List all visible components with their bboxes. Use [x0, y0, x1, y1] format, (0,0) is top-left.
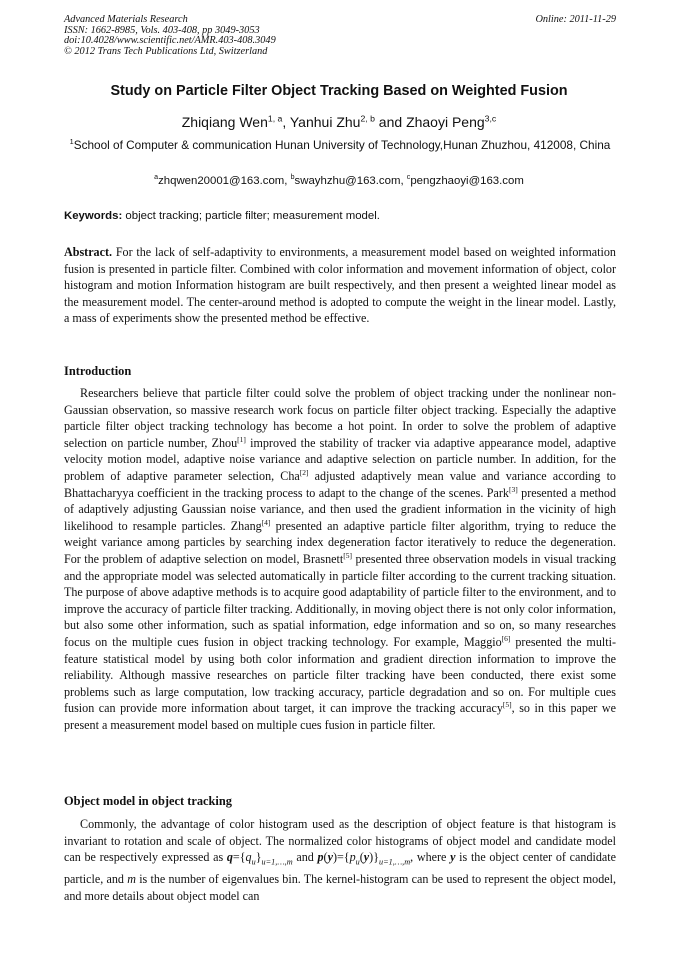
paper-title: Study on Particle Filter Object Tracking Based on Weighted Fusion — [110, 83, 568, 99]
keywords — [64, 209, 616, 224]
keywords-label: Keywords: — [64, 210, 123, 222]
citation-ref[interactable]: [3] — [508, 484, 518, 494]
text-run: and — [292, 850, 318, 865]
text-run: is the number of eigenvalues bin. The kernel-histogram can be used to represent the object model, and more details about object model can — [64, 872, 616, 903]
text-run: presented an adaptive particle filter algorithm, trying to reduce the weight variance among particles by searching index degeneration factor iteratively to reduce the degeneration. For the problem of adaptive selection on model, Brasnett — [64, 518, 616, 566]
citation-ref[interactable]: [6] — [501, 633, 511, 643]
text-run: improved the stability of tracker via adaptive appearance model, adaptive velocity motion model, adaptive noise variance and adaptive selection on particle number. In addition, for the problem of adaptive parameter selection, Cha — [64, 435, 616, 483]
math-subscript: u — [251, 857, 256, 867]
copyright-line: © 2012 Trans Tech Publications Ltd, Switzerland — [64, 45, 268, 57]
text-run: presented three observation models in visual tracking and the appropriate model was selected automatically in particle filter according to the current tracking situation. The purpose of above adaptive methods is to acquire good adaptability of particle filter to the environment, and to improve the accuracy of particle filter tracking. Additionally, in moving object there is not only color information, but also some other information, such as spatial information, edge information and so on, so many researches focus on the multiple cues fusion in object tracking technology. For example, Maggio — [64, 551, 616, 649]
section-heading-object-model: Object model in object tracking — [64, 794, 232, 808]
text-run: ( — [323, 850, 328, 865]
affiliation-text: School of Computer & communication Hunan University of Technology,Hunan Zhuzhou, 412008, China — [73, 138, 611, 152]
math-symbol: m — [127, 872, 136, 887]
math-vector: y — [327, 850, 333, 865]
author-name: Zhaoyi Peng — [406, 114, 485, 130]
text-run: )} — [369, 850, 380, 865]
email-list: $^a$zhqwen20001@163.com, $^b$swayhzhu@163.com, $^c$pengzhaoyi@163.com — [154, 174, 524, 187]
text-run: } — [255, 850, 262, 865]
email-mark: c — [406, 174, 411, 182]
email-mark: b — [290, 174, 295, 182]
math-subscript: u — [355, 857, 360, 867]
text-run: presented the multi-feature statistical model by using both color information and gradient direction information to improve the reliability. Although massive researches on particle filter tracking have been conducted, there exist some problems such as large computation, low tracking accuracy, particle degradation and so on. For multiple cues fusion can provide more information about target, it can improve the tracking accuracy — [64, 634, 616, 716]
issn-line: ISSN: 1662-8985, Vols. 403-408, pp 3049-3053 — [64, 24, 260, 36]
author-name: Zhiqiang Wen — [181, 114, 268, 130]
abstract-text: For the lack of self-adaptivity to environments, a measurement model based on weighted information fusion is presented in particle filter. Combined with color information and movement information of object, color histogram and motion Information histogram are built respectively, and then present a weighted linear model as the measurement model. The center-around method is adopted to compute the weight in the linear model. Lastly, a mass of experiments show the presented method be effective. — [64, 245, 616, 326]
online-date: Online: 2011-11-29 — [535, 14, 616, 25]
text-run: , so in this paper we present a measurement model based on multiple cues fusion in particle filter. — [64, 701, 616, 732]
object-model-paragraph — [64, 816, 616, 904]
author-separator: and — [374, 114, 407, 130]
citation-ref[interactable]: [4] — [261, 517, 271, 527]
email-address[interactable]: zhqwen20001@163.com — [158, 175, 285, 187]
affiliation-mark: 1 — [69, 137, 74, 147]
email-address[interactable]: swayhzhu@163.com — [294, 175, 401, 187]
abstract-label: Abstract. — [64, 245, 113, 259]
email-mark: a — [154, 174, 159, 182]
introduction-paragraph — [64, 385, 616, 733]
abstract — [64, 244, 616, 327]
author-separator: , — [282, 114, 290, 130]
math-vector: y — [450, 850, 456, 865]
affiliation — [64, 138, 616, 154]
citation-ref[interactable]: [5] — [343, 550, 352, 560]
author-affil-mark: 2, b — [360, 113, 375, 124]
math-vector: y — [363, 850, 370, 865]
author-list — [0, 113, 678, 131]
citation-ref[interactable]: [2] — [299, 467, 309, 477]
text-run: Commonly, the advantage of color histogram used as the description of object feature is that histogram is invariant to rotation and scale of object. The normalized color histograms of object model and candidate model can be respectively expressed as — [64, 817, 616, 865]
math-vector: q — [226, 850, 233, 865]
doi-line[interactable]: doi:10.4028/www.scientific.net/AMR.403-408.3049 — [64, 35, 276, 47]
citation-ref[interactable]: [5] — [502, 700, 512, 710]
author-affil-mark: 1, a — [267, 113, 283, 124]
math-subscript: u=1,…,m — [379, 857, 411, 867]
text-run: )={ — [332, 850, 350, 865]
citation-ref[interactable]: [1] — [237, 434, 246, 444]
text-run: , where — [410, 850, 451, 865]
section-heading-introduction: Introduction — [64, 364, 132, 378]
math-vector: p — [317, 850, 324, 865]
math-symbol: q — [245, 850, 252, 865]
text-run: adjusted adaptively mean value and variance according to Bhattacharyya coefficient in the tracking process to adapt to the change of the scenes. Park — [64, 468, 616, 500]
text-run: is the object center of candidate particle, and — [64, 850, 616, 887]
math-subscript: u=1,…,m — [261, 857, 293, 867]
text-run: Researchers believe that particle filter could solve the problem of object tracking under the nonlinear non-Gaussian observation, so massive research work focus on particle filter object tracking. Especially the adaptive particle filter object tracking technology has become a hot point. In order to solve the problem of adaptive selection on particle number, Zhou — [64, 386, 616, 450]
text-run: presented a method of adaptively adjusting Gaussian noise variance, and then used the gradient information in the vicinity of high likelihood to resample particles. Zhang — [64, 485, 616, 533]
text-run: ={ — [232, 850, 246, 865]
journal-header — [64, 15, 616, 57]
author-name: Yanhui Zhu — [289, 114, 361, 130]
email-address[interactable]: pengzhaoyi@163.com — [410, 175, 524, 187]
text-run: ( — [359, 850, 364, 865]
author-affil-mark: 3,c — [484, 113, 497, 124]
keywords-text: object tracking; particle filter; measurement model. — [125, 210, 380, 222]
journal-name: Advanced Materials Research — [64, 14, 188, 25]
math-symbol: p — [349, 850, 356, 865]
